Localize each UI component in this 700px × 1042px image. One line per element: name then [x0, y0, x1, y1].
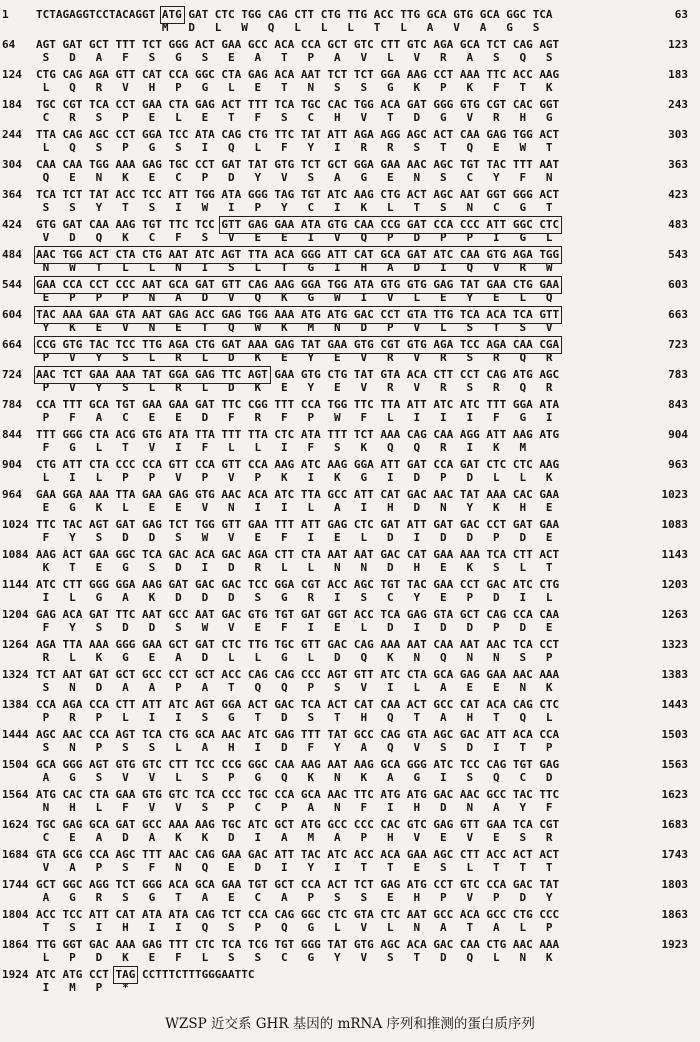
sequence-row: [0, 667, 700, 697]
nucleotide-sequence: AAC TCT GAA AAA TAT GGA GAG TTC AGT GAA GTG CTG TAT GTA ACA CTT CCT CAG ATG AGC: [36, 368, 560, 381]
nucleotide-line: [0, 607, 700, 622]
start-position: 1324: [2, 668, 29, 681]
start-position: 664: [2, 338, 22, 351]
start-position: 1684: [2, 848, 29, 861]
nucleotide-line: [0, 337, 700, 352]
nucleotide-line: [0, 577, 700, 592]
nucleotide-sequence: AGC AAC CCA AGT TCA CTG GCA AAC ATC GAG TTT TAT GCC CAG GTA AGC GAC ATT ACA CCA: [36, 728, 560, 741]
amino-acid-sequence: M D L W Q L L L T L A V A G S: [36, 21, 540, 34]
start-position: 1444: [2, 728, 29, 741]
sequence-row: [0, 337, 700, 367]
sequence-row: [0, 217, 700, 247]
amino-acid-sequence: R L K G E A D L L G L D Q K N Q N N S P: [36, 651, 553, 664]
nucleotide-sequence: TGC GAG GCA GAT GCC AAA AAG TGC ATC GCT ATG GCC CCC CAC GTC GAG GTT GAA TCA CGT: [36, 818, 560, 831]
amino-acid-sequence: T S I H I I Q S P Q G L V L N A T A L P: [36, 921, 553, 934]
amino-acid-sequence: P R P L I I S G T D S T H Q T A H T Q L: [36, 711, 553, 724]
amino-acid-sequence: S N P S S L A H I D F Y A Q V S D I T P: [36, 741, 553, 754]
nucleotide-sequence: GAA CCA CCT CCC AAT GCA GAT GTT CAG AAG GGA TGG ATA GTG GTG GAG TAT GAA CTG GAA: [36, 278, 560, 291]
end-position: 363: [668, 158, 688, 171]
nucleotide-sequence: CTG ATT CTA CCC CCA GTT CCA GTT CCA AAG ATC AAG GGA ATT GAT CCA GAT CTC CTC AAG: [36, 458, 560, 471]
nucleotide-sequence: TGC CGT TCA CCT GAA CTA GAG ACT TTT TCA TGC CAC TGG ACA GAT GGG GTG CGT CAC GGT: [36, 98, 560, 111]
nucleotide-sequence: ATC CTT GGG GGA AAG GAT GAC GAC TCC GGA CGT ACC AGC TGT TAC GAA CCT GAC ATC CTG: [36, 578, 560, 591]
end-position: 1263: [661, 608, 688, 621]
nucleotide-line: [0, 7, 700, 22]
nucleotide-sequence: TTG GGT GAC AAA GAG TTT CTC TCA TCG TGT GGG TAT GTG AGC ACA GAC CAA CTG AAC AAA: [36, 938, 560, 951]
end-position: 603: [668, 278, 688, 291]
end-position: 663: [668, 308, 688, 321]
amino-acid-sequence: N H L F V V S P C P A N F I H D N A Y F: [36, 801, 553, 814]
nucleotide-sequence: CCA TTT GCA TGT GAA GAA GAT TTC CGG TTT CCA TGG TTC TTA ATT ATC ATC TTT GGA ATA: [36, 398, 560, 411]
nucleotide-sequence: GTG GAT CAA AAG TGT TTC TCC GTT GAG GAA ATA GTG CAA CCG GAT CCA CCC ATT GGC CTC: [36, 218, 560, 231]
nucleotide-sequence: CTG CAG AGA GTT CAT CCA GGC CTA GAG ACA AAT TCT TCT GGA AAG CCT AAA TTC ACC AAG: [36, 68, 560, 81]
nucleotide-line: [0, 817, 700, 832]
nucleotide-sequence: TCT AAT GAT GCT GCC CCT GCT ACC CAG CAG CCC AGT GTT ATC CTA GCA GAG GAA AAC AAA: [36, 668, 560, 681]
end-position: 1923: [661, 938, 688, 951]
nucleotide-sequence: GAA GGA AAA TTA GAA GAG GTG AAC ACA ATC TTA GCC ATT CAT GAC AAC TAT AAA CAC GAA: [36, 488, 560, 501]
sequence-row: [0, 967, 700, 997]
nucleotide-sequence: CAA CAA TGG AAA GAG TGC CCT GAT TAT GTG TCT GCT GGA GAA AAC AGC TGT TAC TTT AAT: [36, 158, 560, 171]
end-position: 543: [668, 248, 688, 261]
amino-acid-sequence: F Y S D D S W V E F I E L D I D D P D E: [36, 531, 553, 544]
sequence-row: [0, 7, 700, 37]
nucleotide-line: [0, 757, 700, 772]
start-position: 424: [2, 218, 22, 231]
end-position: 1203: [661, 578, 688, 591]
nucleotide-sequence: CCA AGA CCA CTT ATT ATC AGT GGA ACT GAC TCA ACT CAT CAA ACT GCC CAT ACA CAG CTC: [36, 698, 560, 711]
amino-acid-sequence: V D Q K C F S V E E I V Q P D P P I G L: [36, 231, 553, 244]
end-position: 1563: [661, 758, 688, 771]
start-position: 1804: [2, 908, 29, 921]
start-position: 544: [2, 278, 22, 291]
end-position: 1083: [661, 518, 688, 531]
start-position: 1024: [2, 518, 29, 531]
amino-acid-sequence: S N D A A P A T Q Q P S V I L A E E N K: [36, 681, 553, 694]
nucleotide-sequence: TTA CAG AGC CCT GGA TCC ATA CAG CTG TTC TAT ATT AGA AGG AGC ACT CAA GAG TGG ACT: [36, 128, 560, 141]
nucleotide-line: [0, 457, 700, 472]
sequence-row: [0, 937, 700, 967]
nucleotide-sequence: GCA GGG AGT GTG GTC CTT TCC CCG GGC CAA AAG AAT AAG GCA GGG ATC TCC CAG TGT GAG: [36, 758, 560, 771]
nucleotide-line: [0, 367, 700, 382]
sequence-row: [0, 97, 700, 127]
amino-acid-sequence: S S Y T S I W I P Y C I K L T S N C G T: [36, 201, 553, 214]
sequence-row: [0, 907, 700, 937]
nucleotide-sequence: TCTAGAGGTCCTACAGGT ATG GAT CTC TGG CAG CTT CTG TTG ACC TTG GCA GTG GCA GGC TCA: [36, 8, 553, 21]
nucleotide-line: [0, 847, 700, 862]
end-position: 723: [668, 338, 688, 351]
amino-acid-sequence: A G S V V L S P G Q K N K A G I S Q C D: [36, 771, 553, 784]
sequence-row: [0, 577, 700, 607]
amino-acid-sequence: E G K L E E V N I I L A I H D N Y K H E: [36, 501, 553, 514]
end-position: 183: [668, 68, 688, 81]
start-position: 184: [2, 98, 22, 111]
nucleotide-line: [0, 967, 700, 982]
amino-acid-sequence: L I L P P V P V P K I K G I D P D L L K: [36, 471, 553, 484]
amino-acid-sequence: L Q R V H P G L E T N S S G K P K F T K: [36, 81, 553, 94]
nucleotide-sequence: ATG CAC CTA GAA GTG GTC TCA CCC TGC CCA GCA AAC TTC ATG ATG GAC AAC GCC TAC TTC: [36, 788, 560, 801]
end-position: 483: [668, 218, 688, 231]
start-position: 844: [2, 428, 22, 441]
end-position: 63: [674, 8, 688, 21]
nucleotide-sequence: GTA GCG CCA AGC TTT AAC CAG GAA GAC ATT TAC ATC ACC ACA GAA AGC CTT ACC ACT ACT: [36, 848, 560, 861]
end-position: 1863: [661, 908, 688, 921]
start-position: 1504: [2, 758, 29, 771]
sequence-row: [0, 367, 700, 397]
amino-acid-sequence: C E A D A K K D I A M A P H V E V E S R: [36, 831, 553, 844]
sequence-row: [0, 487, 700, 517]
nucleotide-line: [0, 727, 700, 742]
sequence-row: [0, 307, 700, 337]
end-position: 123: [668, 38, 688, 51]
nucleotide-line: [0, 787, 700, 802]
end-position: 303: [668, 128, 688, 141]
sequence-row: [0, 187, 700, 217]
start-position: 1204: [2, 608, 29, 621]
end-position: 1683: [661, 818, 688, 831]
nucleotide-line: [0, 97, 700, 112]
nucleotide-sequence: AGA TTA AAA GGG GAA GCT GAT CTC TTG TGC GTT GAC CAG AAA AAT CAA AAT AAC TCA CCT: [36, 638, 560, 651]
start-position: 304: [2, 158, 22, 171]
start-position: 964: [2, 488, 22, 501]
amino-acid-sequence: S D A F S G S E A T P A V L V R A S Q S: [36, 51, 553, 64]
end-position: 1323: [661, 638, 688, 651]
start-position: 904: [2, 458, 22, 471]
nucleotide-sequence: TAC AAA GAA GTA AAT GAG ACC GAG TGG AAA ATG ATG GAC CCT GTA TTG TCA ACA TCA GTT: [36, 308, 560, 321]
nucleotide-line: [0, 637, 700, 652]
nucleotide-line: [0, 907, 700, 922]
start-position: 1564: [2, 788, 29, 801]
nucleotide-sequence: TCA TCT TAT ACC TCC ATT TGG ATA GGG TAG TGT ATC AAG CTG ACT AGC AAT GGT GGG ACT: [36, 188, 560, 201]
sequence-row: [0, 127, 700, 157]
sequence-row: [0, 697, 700, 727]
nucleotide-line: [0, 307, 700, 322]
amino-acid-sequence: C R S P E L E T F S C H V T D G V R H G: [36, 111, 553, 124]
sequence-row: [0, 37, 700, 67]
sequence-row: [0, 727, 700, 757]
sequence-row: [0, 817, 700, 847]
start-position: 364: [2, 188, 22, 201]
amino-acid-sequence: Y K E V N E T Q W K M N D P V L S T S V: [36, 321, 553, 334]
sequence-listing: [0, 7, 700, 997]
amino-acid-sequence: F Y S D D S W V E F I E L D I D D P D E: [36, 621, 553, 634]
amino-acid-sequence: A G R S G T A E C A P S S E H P V P D Y: [36, 891, 553, 904]
sequence-row: [0, 397, 700, 427]
nucleotide-sequence: TTT GGG CTA ACG GTG ATA TTA TTT TTA CTC ATA TTT TCT AAA CAG CAA AGG ATT AAG ATG: [36, 428, 560, 441]
start-position: 244: [2, 128, 22, 141]
start-position: 1384: [2, 698, 29, 711]
nucleotide-line: [0, 937, 700, 952]
nucleotide-line: [0, 427, 700, 442]
end-position: 1023: [661, 488, 688, 501]
nucleotide-line: [0, 217, 700, 232]
sequence-row: [0, 157, 700, 187]
nucleotide-line: [0, 667, 700, 682]
nucleotide-line: [0, 247, 700, 262]
sequence-row: [0, 247, 700, 277]
sequence-row: [0, 637, 700, 667]
sequence-row: [0, 457, 700, 487]
nucleotide-line: [0, 187, 700, 202]
sequence-row: [0, 517, 700, 547]
amino-acid-sequence: F G L T V I F L L I F S K Q Q R I K M: [36, 441, 527, 454]
end-position: 843: [668, 398, 688, 411]
nucleotide-sequence: TTC TAC AGT GAT GAG TCT TGG GTT GAA TTT ATT GAG CTC GAT ATT GAT GAC CCT GAT GAA: [36, 518, 560, 531]
amino-acid-sequence: L Q S P G S I Q L F Y I R R S T Q E W T: [36, 141, 553, 154]
sequence-row: [0, 607, 700, 637]
amino-acid-sequence: I L G A K D D D S G R I S C Y E P D I L: [36, 591, 553, 604]
nucleotide-line: [0, 397, 700, 412]
end-position: 243: [668, 98, 688, 111]
nucleotide-line: [0, 547, 700, 562]
nucleotide-sequence: ATC ATG CCT TAG CCTTTCTTTGGGAATTC: [36, 968, 255, 981]
end-position: 1623: [661, 788, 688, 801]
nucleotide-line: [0, 127, 700, 142]
start-position: 1: [2, 8, 9, 21]
sequence-row: [0, 427, 700, 457]
amino-acid-sequence: L P D K E F L S S C G Y V S T D Q L N K: [36, 951, 553, 964]
nucleotide-line: [0, 877, 700, 892]
start-position: 1624: [2, 818, 29, 831]
amino-acid-sequence: N W T L L N I S L T G I H A D I Q V R W: [36, 261, 553, 274]
sequence-row: [0, 547, 700, 577]
end-position: 1443: [661, 698, 688, 711]
start-position: 1144: [2, 578, 29, 591]
amino-acid-sequence: E P P P N A D V Q K G W I V L E Y E L Q: [36, 291, 553, 304]
start-position: 784: [2, 398, 22, 411]
end-position: 1803: [661, 878, 688, 891]
nucleotide-line: [0, 37, 700, 52]
start-position: 1084: [2, 548, 29, 561]
nucleotide-line: [0, 697, 700, 712]
sequence-row: [0, 877, 700, 907]
sequence-row: [0, 67, 700, 97]
figure-caption: WZSP 近交系 GHR 基因的 mRNA 序列和推测的蛋白质序列: [165, 1016, 535, 1032]
amino-acid-sequence: I M P *: [36, 981, 129, 994]
end-position: 1143: [661, 548, 688, 561]
start-position: 484: [2, 248, 22, 261]
nucleotide-line: [0, 487, 700, 502]
end-position: 963: [668, 458, 688, 471]
end-position: 1743: [661, 848, 688, 861]
sequence-row: [0, 787, 700, 817]
nucleotide-line: [0, 157, 700, 172]
amino-acid-sequence: V A P S F N Q E D I Y I T T E S L T T T: [36, 861, 553, 874]
nucleotide-line: [0, 517, 700, 532]
start-position: 1744: [2, 878, 29, 891]
nucleotide-sequence: AAG ACT GAA GGC TCA GAC ACA GAC AGA CTT CTA AAT AAT GAC CAT GAA AAA TCA CTT ACT: [36, 548, 560, 561]
nucleotide-line: [0, 67, 700, 82]
nucleotide-sequence: GCT GGC AGG TCT GGG ACA GCA GAA TGT GCT CCA ACT TCT GAG ATG CCT GTC CCA GAC TAT: [36, 878, 560, 891]
end-position: 783: [668, 368, 688, 381]
start-position: 1264: [2, 638, 29, 651]
nucleotide-sequence: AGT GAT GCT TTT TCT GGG ACT GAA GCC ACA CCA GCT GTC CTT GTC AGA GCA TCT CAG AGT: [36, 38, 560, 51]
amino-acid-sequence: K T E G S D I D R L L N N D H E K S L T: [36, 561, 553, 574]
start-position: 124: [2, 68, 22, 81]
nucleotide-sequence: ACC TCC ATT CAT ATA ATA CAG TCT CCA CAG GGC CTC GTA CTC AAT GCC ACA GCC CTG CCC: [36, 908, 560, 921]
start-position: 1924: [2, 968, 29, 981]
sequence-row: [0, 757, 700, 787]
nucleotide-sequence: CCG GTG TAC TCC TTG AGA CTG GAT AAA GAG TAT GAA GTG CGT GTG AGA TCC AGA CAA CGA: [36, 338, 560, 351]
start-position: 724: [2, 368, 22, 381]
start-position: 1864: [2, 938, 29, 951]
sequence-row: [0, 847, 700, 877]
amino-acid-sequence: P V Y S L R L D K E Y E V R V R S R Q R: [36, 381, 553, 394]
amino-acid-sequence: P V Y S L R L D K E Y E V R V R S R Q R: [36, 351, 553, 364]
end-position: 1503: [661, 728, 688, 741]
end-position: 904: [668, 428, 688, 441]
nucleotide-line: [0, 277, 700, 292]
end-position: 1383: [661, 668, 688, 681]
amino-acid-sequence: Q E N K E C P D Y V S A G E N S C Y F N: [36, 171, 553, 184]
nucleotide-sequence: AAC TGG ACT CTA CTG AAT ATC AGT TTA ACA GGG ATT CAT GCA GAT ATC CAA GTG AGA TGG: [36, 248, 560, 261]
amino-acid-sequence: P F A C E E D F R F P W F L I I I F G I: [36, 411, 553, 424]
start-position: 604: [2, 308, 22, 321]
sequence-row: [0, 277, 700, 307]
nucleotide-sequence: GAG ACA GAT TTC AAT GCC AAT GAC GTG TGT GAT GGT ACC TCA GAG GTA GCT CAG CCA CAA: [36, 608, 560, 621]
start-position: 64: [2, 38, 16, 51]
end-position: 423: [668, 188, 688, 201]
